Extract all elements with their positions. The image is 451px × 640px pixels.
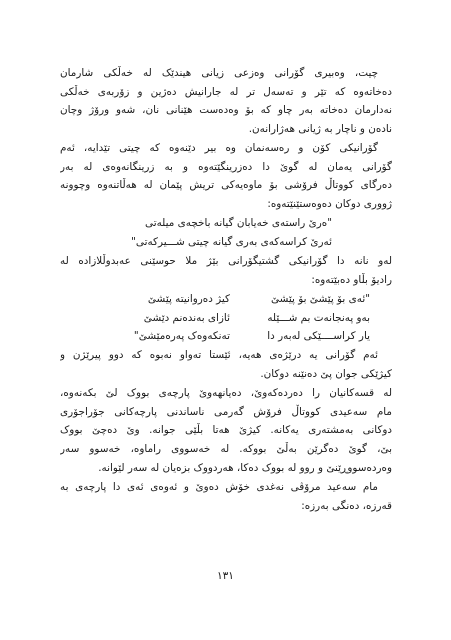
poem-couplet [60,327,392,346]
text-line: چیت، وەبیری گۆرانی وەزعی زیانی هیندێک لە خەڵکی شارمان [60,67,378,79]
text-line: دەرگای کووتاڵ فرۆشی بۆ ماوەیەکی تریش پێمان لە هەڵاتنەوە وچوونە [60,179,392,192]
poem-hemistich: کیژ دەروانیتە پێشێ [147,293,230,305]
text-line: لە قسەکانیان را دەردەکەوێ، دەیانهەوێ پارچەی بووک لێ بکەنەوە، [60,387,392,399]
poem-1 [60,214,392,251]
poem-couplet [60,290,392,309]
text-line: کیژێکی جوان پێ دەنێنە دوکان. [260,367,392,380]
text-line: لەو نانە دا گۆرانیکی گشتیگۆرانی بێژ ملا حوسێنی عەبدوڵلازادە لە [60,255,392,267]
paragraph-1 [60,64,392,139]
poem-hemistich: "ئەی بۆ پێشێ بۆ پێشێ [270,293,370,305]
text-line: رادیۆ بڵاو دەبێتەوە: [311,273,392,286]
text-line: گۆرانی یەمان لە گوێ دا دەزرینگێتەوە و بە زرینگانەوەی لە بەر [60,160,392,173]
paragraph-4 [60,346,392,383]
paragraph-6 [60,478,392,515]
text-line: مام سەعیدی کووتاڵ فرۆش گەرمی ناساندنی پارچەکانی جۆراجۆری [60,405,392,418]
text-line: نادەن و ناچار بە ژیانی هەژارانەن. [248,123,392,136]
poem-hemistich: ئازای بەندەنم دێشێ [143,311,230,324]
paragraph-5 [60,384,392,477]
poem-line: ئەرێ کراسەکەی بەری گیانە چیتی شـــیرکەتی" [131,235,332,248]
poem-hemistich: یار کراســــێکی لەبەر دا [267,330,370,343]
text-line: بێ، گوێ دەگرێن بەڵێ بووکە. لە خەسووی راماوە، خەسوو سەر [60,443,392,456]
poem-hemistich: تەنکەوەک پەرەمێشێ" [133,330,230,343]
text-line: مام سەعید مرۆڤی نەغدی خۆش دەوێ و ئەوەی ئەی دا پارچەی بە [60,481,378,493]
text-line: ئەم گۆرانی یە درێژەی هەیە، ئێستا تەواو نەبوە کە دوو پیرێژن و [60,349,378,361]
page-number: ١٣١ [217,570,234,582]
paragraph-3 [60,252,392,289]
poem-hemistich: بەو پەنجانەت بم شـــێلە [267,311,370,324]
text-line: دەخاتەوە کە تێر و تەسەل تر لە جارانیش دەژین و زۆربەی خەڵکی [60,85,392,98]
paragraph-2 [60,139,392,214]
poem-line: "ەرێ راستەی خەیابان گیانە باخچەی میلەتی [145,217,332,229]
text-line: گۆرانیکی کۆن و رەسەنمان وە بیر دێنەوە کە چیتی تێدایە، ئەم [60,142,378,154]
poem-2 [60,290,392,346]
text-line: نەدارمان دەخاتە بەر چاو کە بۆ وەدەست هێنانی نان، شەو ورۆژ وچان [60,104,392,117]
text-line: وەردەسووڕێنێ و روو لە بووک دەکا، هەردووک بزەیان لە سەر لێوانە. [98,461,392,474]
poem-couplet [60,309,392,328]
text-line: قەرزە، دەنگی بەرزە: [301,499,392,512]
text-line: ژووری دوکان دەوەستێنێتەوە: [267,198,392,211]
text-line: دوکانی بەمشتەری یەکانە. کیژێ هەتا بڵێی جوانە. وێ دەچێ بووک [60,424,392,437]
